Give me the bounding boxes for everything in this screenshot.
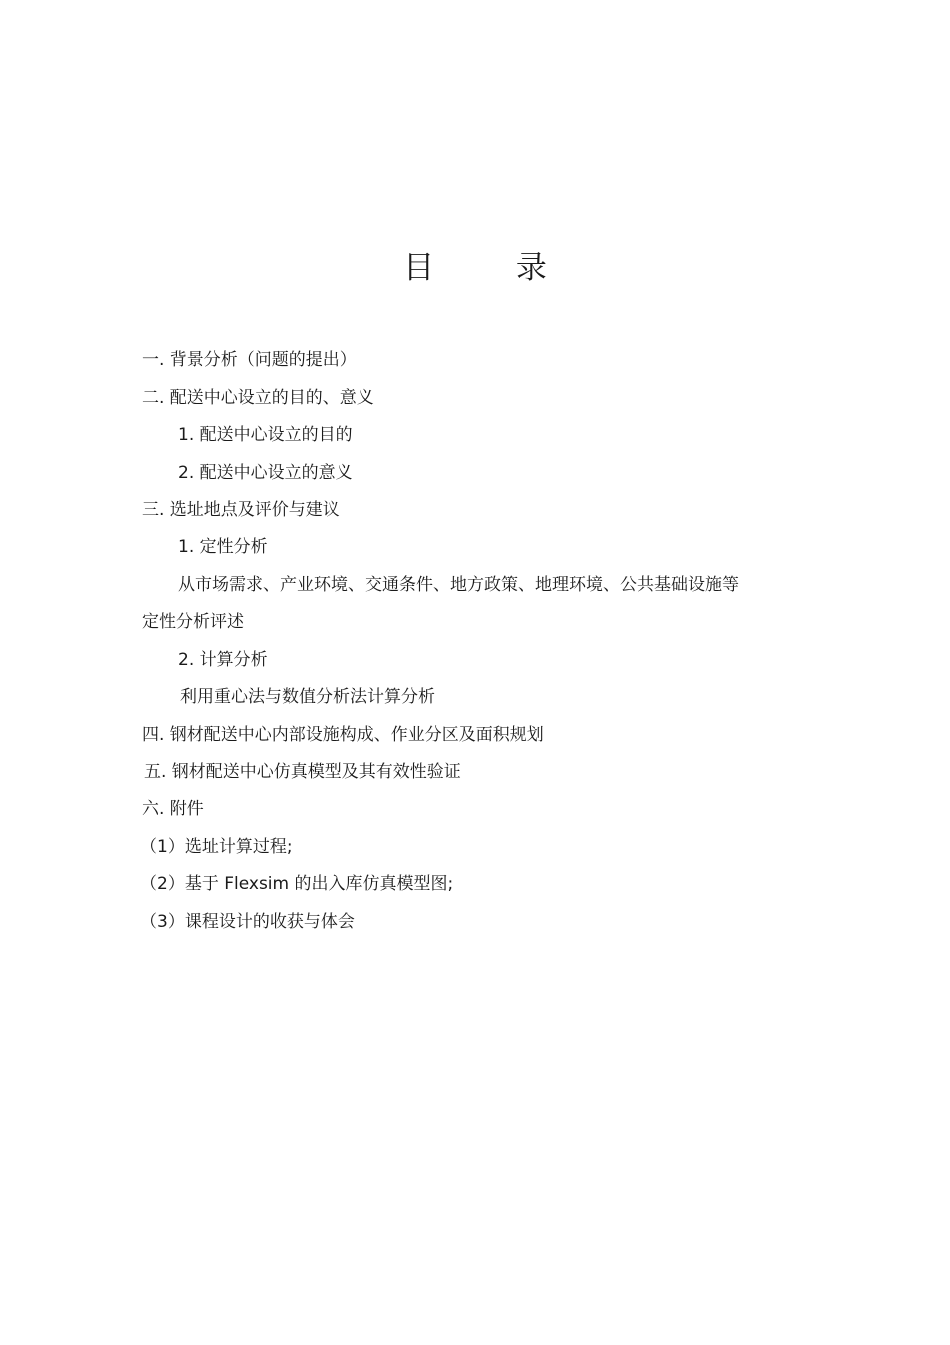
toc-description-3-1a: 从市场需求、产业环境、交通条件、地方政策、地理环境、公共基础设施等	[178, 575, 739, 595]
toc-item-3: 三. 选址地点及评价与建议	[142, 500, 340, 520]
toc-subitem-3-2: 2. 计算分析	[178, 650, 268, 670]
toc-subitem-3-1: 1. 定性分析	[178, 537, 268, 557]
toc-subitem-2-2: 2. 配送中心设立的意义	[178, 463, 353, 483]
toc-item-2: 二. 配送中心设立的目的、意义	[142, 388, 374, 408]
toc-description-3-1b: 定性分析评述	[142, 612, 244, 632]
toc-appendix-1: （1）选址计算过程;	[140, 837, 293, 857]
toc-item-4: 四. 钢材配送中心内部设施构成、作业分区及面积规划	[142, 725, 544, 745]
toc-item-1: 一. 背景分析（问题的提出）	[142, 350, 357, 370]
toc-appendix-3: （3）课程设计的收获与体会	[140, 912, 355, 932]
toc-description-3-2: 利用重心法与数值分析法计算分析	[180, 687, 435, 707]
toc-subitem-2-1: 1. 配送中心设立的目的	[178, 425, 353, 445]
toc-item-5: 五. 钢材配送中心仿真模型及其有效性验证	[144, 762, 461, 782]
toc-title: 目 录	[403, 250, 583, 286]
toc-item-6: 六. 附件	[142, 799, 204, 819]
toc-appendix-2: （2）基于 Flexsim 的出入库仿真模型图;	[140, 874, 454, 894]
